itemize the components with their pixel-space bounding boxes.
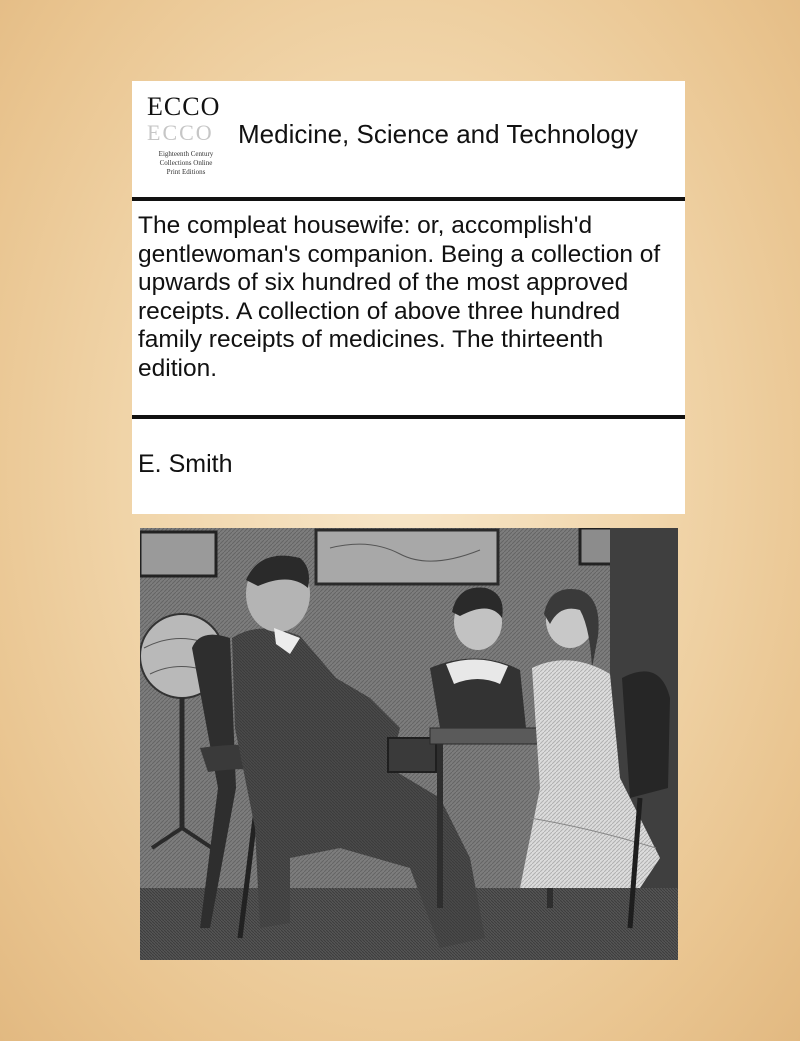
divider-rule bbox=[132, 197, 685, 201]
logo-mark-reflection: ECCO bbox=[147, 120, 214, 145]
series-title: Medicine, Science and Technology bbox=[238, 119, 638, 149]
engraving-image bbox=[140, 528, 678, 960]
logo-caption-line: Eighteenth Century bbox=[158, 150, 214, 158]
author-name: E. Smith bbox=[138, 450, 233, 478]
divider-rule bbox=[132, 415, 685, 419]
ecco-logo bbox=[143, 92, 229, 187]
logo-caption-line: Collections Online bbox=[159, 159, 213, 167]
book-title: The compleat housewife: or, accomplish'd gentlewoman's companion. Being a collection of upwards of six hundred of the most approved receipts. A collection of above three hundred family receipts of medicines. The thirteenth edition. bbox=[138, 212, 661, 382]
cover-illustration bbox=[140, 528, 678, 960]
logo-mark: ECCO bbox=[147, 92, 221, 121]
logo-caption-line: Print Editions bbox=[166, 168, 206, 176]
